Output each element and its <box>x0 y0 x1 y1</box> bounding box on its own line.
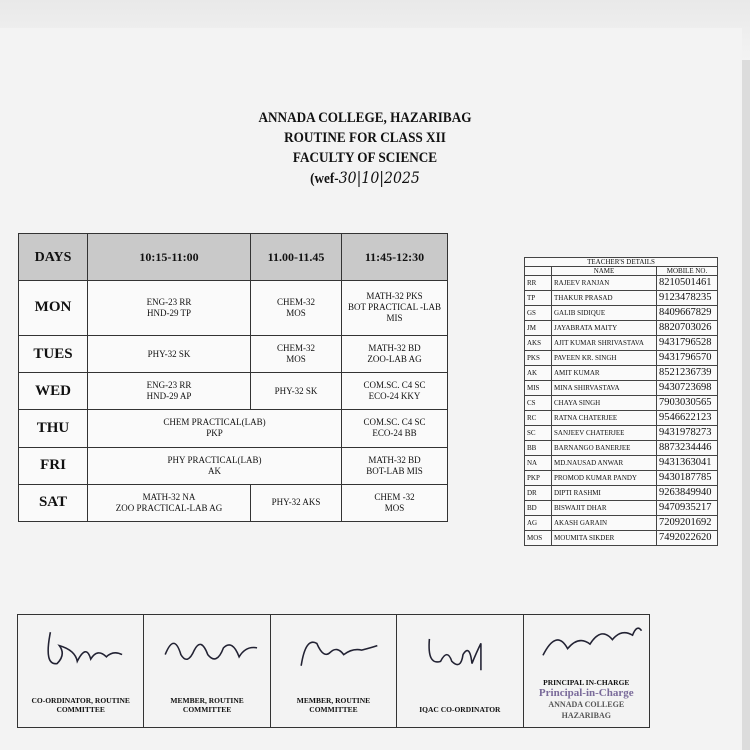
teachers-table <box>524 257 718 546</box>
teacher-name: AJIT KUMAR SHRIVASTAVA <box>552 336 657 351</box>
signature-label: MEMBER, ROUTINE COMMITTEE <box>296 696 371 714</box>
teacher-row <box>525 441 718 456</box>
teacher-mobile: 9431796528 <box>657 336 718 351</box>
teacher-code: MIS <box>525 381 552 396</box>
signature-scribble <box>281 621 393 677</box>
slot-header-3: 11:45-12:30 <box>342 234 448 281</box>
class-cell: PHY-32 SK <box>88 335 251 372</box>
teacher-name: AMIT KUMAR <box>552 366 657 381</box>
signature-box-iqac <box>397 615 523 728</box>
teacher-code: DR <box>525 486 552 501</box>
day-cell: FRI <box>19 447 88 484</box>
days-header: DAYS <box>19 234 88 281</box>
class-cell: MATH-32 BD ZOO-LAB AG <box>342 335 448 372</box>
teacher-row <box>525 486 718 501</box>
teacher-row <box>525 276 718 291</box>
teacher-name: GALIB SIDIQUE <box>552 306 657 321</box>
teacher-name: MD.NAUSAD ANWAR <box>552 456 657 471</box>
teacher-mobile: 8521236739 <box>657 366 718 381</box>
routine-row-thu <box>19 410 448 447</box>
teacher-code: PKP <box>525 471 552 486</box>
routine-title: ROUTINE FOR CLASS XII <box>284 130 446 146</box>
class-cell: MATH-32 BD BOT-LAB MIS <box>342 447 448 484</box>
teacher-name: BARNANGO BANERJEE <box>552 441 657 456</box>
teacher-mobile: 7209201692 <box>657 516 718 531</box>
teacher-mobile: 8820703026 <box>657 321 718 336</box>
teacher-row <box>525 366 718 381</box>
teacher-name: SANJEEV CHATERJEE <box>552 426 657 441</box>
routine-row-wed <box>19 373 448 410</box>
class-cell: CHEM PRACTICAL(LAB) PKP <box>88 410 342 447</box>
teacher-mobile: 9123478235 <box>657 291 718 306</box>
signature-box-member-2 <box>270 615 396 728</box>
teacher-code: BB <box>525 441 552 456</box>
teacher-code: AG <box>525 516 552 531</box>
teacher-code: RC <box>525 411 552 426</box>
class-cell: CHEM-32 MOS <box>251 335 342 372</box>
teacher-code: RR <box>525 276 552 291</box>
class-cell: ENG-23 RR HND-29 TP <box>88 281 251 336</box>
teachers-body <box>525 276 718 546</box>
class-cell: PHY-32 AKS <box>251 484 342 521</box>
mobile-col-header: MOBILE NO. <box>657 267 718 276</box>
routine-row-tues <box>19 335 448 372</box>
teacher-name: MOUMITA SIKDER <box>552 531 657 546</box>
teacher-code: CS <box>525 396 552 411</box>
signature-box-coordinator <box>18 615 144 728</box>
teacher-mobile: 9263849940 <box>657 486 718 501</box>
principal-stamp <box>524 677 649 721</box>
teacher-name: AKASH GARAIN <box>552 516 657 531</box>
class-cell: CHEM-32 MOS <box>251 281 342 336</box>
teacher-name: PAVEEN KR. SINGH <box>552 351 657 366</box>
day-cell: WED <box>19 373 88 410</box>
routine-row-fri <box>19 447 448 484</box>
class-cell: PHY-32 SK <box>251 373 342 410</box>
class-cell: PHY PRACTICAL(LAB) AK <box>88 447 342 484</box>
document-header <box>246 108 484 189</box>
teacher-row <box>525 306 718 321</box>
signature-scribble <box>28 621 140 677</box>
signature-box-member-1 <box>144 615 270 728</box>
teacher-name: RATNA CHATERJEE <box>552 411 657 426</box>
teachers-col-row <box>525 267 718 276</box>
signature-label: MEMBER, ROUTINE COMMITTEE <box>170 696 244 714</box>
signature-table <box>17 614 650 728</box>
teacher-code: JM <box>525 321 552 336</box>
signature-scribble <box>407 621 519 677</box>
routine-header-row <box>19 234 448 281</box>
class-cell: MATH-32 PKS BOT PRACTICAL -LAB MIS <box>342 281 448 336</box>
signature-label: IQAC CO-ORDINATOR <box>419 705 501 714</box>
teacher-name: BISWAJIT DHAR <box>552 501 657 516</box>
teacher-row <box>525 336 718 351</box>
teacher-row <box>525 291 718 306</box>
college-name: ANNADA COLLEGE, HAZARIBAG <box>258 110 472 126</box>
teacher-code: NA <box>525 456 552 471</box>
teacher-code: BD <box>525 501 552 516</box>
teacher-row <box>525 516 718 531</box>
teacher-row <box>525 411 718 426</box>
name-col-header: NAME <box>552 267 657 276</box>
class-cell: COM.SC. C4 SC ECO-24 BB <box>342 410 448 447</box>
class-cell: ENG-23 RR HND-29 AP <box>88 373 251 410</box>
teacher-row <box>525 351 718 366</box>
teacher-code: TP <box>525 291 552 306</box>
teacher-mobile: 9430187785 <box>657 471 718 486</box>
code-col-header <box>525 267 552 276</box>
day-cell: SAT <box>19 484 88 521</box>
teacher-row <box>525 456 718 471</box>
day-cell: THU <box>19 410 88 447</box>
teacher-mobile: 9430723698 <box>657 381 718 396</box>
teacher-mobile: 8873234446 <box>657 441 718 456</box>
wef-date: 30|10|2025 <box>338 168 420 187</box>
teacher-name: JAYABRATA MAITY <box>552 321 657 336</box>
signature-scribble <box>154 621 266 677</box>
principal-label: PRINCIPAL IN-CHARGE <box>543 678 630 687</box>
teachers-title-row <box>525 258 718 267</box>
teacher-name: RAJEEV RANJAN <box>552 276 657 291</box>
day-cell: TUES <box>19 335 88 372</box>
teacher-row <box>525 426 718 441</box>
teacher-code: SC <box>525 426 552 441</box>
teacher-name: MINA SHIRVASTAVA <box>552 381 657 396</box>
faculty-title: FACULTY OF SCIENCE <box>292 150 438 166</box>
teacher-row <box>525 381 718 396</box>
signature-label: CO-ORDINATOR, ROUTINE COMMITTEE <box>31 696 130 714</box>
teacher-code: MOS <box>525 531 552 546</box>
teacher-name: CHAYA SINGH <box>552 396 657 411</box>
wef-label: (wef- <box>310 171 339 187</box>
teacher-code: AK <box>525 366 552 381</box>
teacher-row <box>525 321 718 336</box>
teacher-mobile: 9431796570 <box>657 351 718 366</box>
class-cell: COM.SC. C4 SC ECO-24 KKY <box>342 373 448 410</box>
teacher-row <box>525 396 718 411</box>
teacher-mobile: 9470935217 <box>657 501 718 516</box>
teacher-code: PKS <box>525 351 552 366</box>
class-cell: CHEM -32 MOS <box>342 484 448 521</box>
stamp-text-1: Principal-in-Charge <box>538 687 634 699</box>
teacher-row <box>525 501 718 516</box>
routine-row-mon <box>19 281 448 336</box>
wef-line <box>246 168 484 189</box>
routine-table <box>18 233 448 522</box>
teacher-code: GS <box>525 306 552 321</box>
stamp-text-2: ANNADA COLLEGE <box>548 700 625 709</box>
teacher-mobile: 7492022620 <box>657 531 718 546</box>
slot-header-1: 10:15-11:00 <box>88 234 251 281</box>
teacher-row <box>525 531 718 546</box>
day-cell: MON <box>19 281 88 336</box>
teacher-name: DIPTI RASHMI <box>552 486 657 501</box>
teacher-mobile: 9431363041 <box>657 456 718 471</box>
teacher-mobile: 9546622123 <box>657 411 718 426</box>
teacher-row <box>525 471 718 486</box>
signature-box-principal <box>523 615 649 728</box>
teacher-code: AKS <box>525 336 552 351</box>
teacher-mobile: 9431978273 <box>657 426 718 441</box>
stamp-text-3: HAZARIBAG <box>561 711 611 720</box>
signature-scribble <box>534 615 646 671</box>
teacher-mobile: 8409667829 <box>657 306 718 321</box>
teacher-mobile: 7903030565 <box>657 396 718 411</box>
class-cell: MATH-32 NA ZOO PRACTICAL-LAB AG <box>88 484 251 521</box>
teacher-name: THAKUR PRASAD <box>552 291 657 306</box>
routine-row-sat <box>19 484 448 521</box>
signature-row <box>18 615 650 728</box>
teacher-name: PROMOD KUMAR PANDY <box>552 471 657 486</box>
teacher-mobile: 8210501461 <box>657 276 718 291</box>
teachers-title: TEACHER'S DETAILS <box>525 258 718 267</box>
slot-header-2: 11.00-11.45 <box>251 234 342 281</box>
